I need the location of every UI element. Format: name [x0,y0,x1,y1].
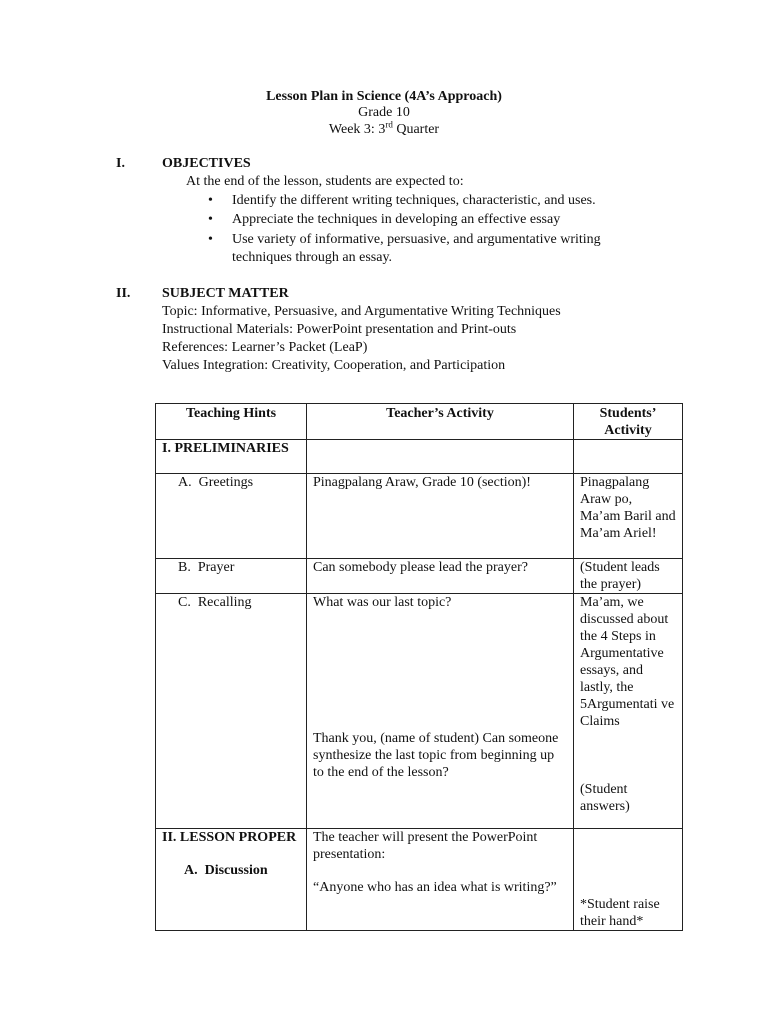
recalling-student-answers: (Student answers) [580,782,630,814]
recalling-answer: Ma’am, we discussed about the 4 Steps in Argumentative essays, and lastly, the 5Argumentati ve Claims [580,595,675,729]
empty-cell [574,440,683,474]
preliminaries-cell: I. PRELIMINARIES [156,440,307,474]
subject-matter-numeral: II. [116,286,131,301]
subject-matter-title: SUBJECT MATTER [162,286,289,301]
recalling-hint: C. Recalling [156,594,307,829]
prayer-student: (Student leads the prayer) [574,559,683,594]
materials-line: Instructional Materials: PowerPoint presentation and Print-outs [162,322,517,337]
values-line: Values Integration: Creativity, Cooperation, and Participation [162,358,506,373]
bullet-icon: • [208,212,213,227]
week-prefix: Week 3: 3 [328,122,386,137]
lesson-proper-hint [156,829,307,931]
prayer-hint: B. Prayer [156,559,307,594]
discussion-label: A. Discussion [184,863,268,878]
lesson-proper-label: II. LESSON PROPER [162,830,297,845]
greetings-hint: A. Greetings [156,474,307,559]
lesson-proper-student [574,829,683,931]
grade-line: Grade 10 [358,105,410,120]
topic-line: Topic: Informative, Persuasive, and Argumentative Writing Techniques [162,304,561,319]
recalling-teacher [307,594,574,829]
table-row [156,559,683,594]
lesson-proper-teacher [307,829,574,931]
objective-item: Identify the different writing techniques, characteristic, and uses. [232,193,596,208]
objectives-numeral: I. [116,156,125,171]
references-line: References: Learner’s Packet (LeaP) [162,340,368,355]
recalling-question: What was our last topic? [313,595,452,610]
discussion-student-response: *Student raise their hand* [580,897,660,929]
table-row [156,594,683,829]
bullet-icon: • [208,193,213,208]
prayer-teacher: Can somebody please lead the prayer? [307,559,574,594]
week-superscript: rd [385,119,393,130]
objective-item-continued: techniques through an essay. [232,250,393,265]
lesson-activity-table [155,403,683,931]
header-teaching-hints: Teaching Hints [156,404,307,440]
discussion-question: “Anyone who has an idea what is writing?” [313,880,557,895]
document-title: Lesson Plan in Science (4A’s Approach) [266,89,502,104]
greetings-student: Pinagpalang Araw po, Ma’am Baril and Ma’am Ariel! [574,474,683,559]
table-row [156,474,683,559]
empty-cell [307,440,574,474]
recalling-followup: Thank you, (name of student) Can someone synthesize the last topic from beginning up to the end of the lesson? [313,731,559,780]
table-row [156,829,683,931]
bullet-icon: • [208,232,213,247]
week-suffix: Quarter [392,122,440,137]
table-header-row [156,404,683,440]
week-line [0,121,768,139]
table-row [156,440,683,474]
header-students-activity: Students’ Activity [574,404,683,440]
recalling-student [574,594,683,829]
lesson-proper-intro: The teacher will present the PowerPoint presentation: [313,830,538,862]
objectives-title: OBJECTIVES [162,156,251,171]
objective-item: Appreciate the techniques in developing an effective essay [232,212,561,227]
objectives-intro: At the end of the lesson, students are expected to: [186,174,464,189]
greetings-teacher: Pinagpalang Araw, Grade 10 (section)! [307,474,574,559]
header-teachers-activity: Teacher’s Activity [307,404,574,440]
objective-item: Use variety of informative, persuasive, and argumentative writing [232,232,601,247]
